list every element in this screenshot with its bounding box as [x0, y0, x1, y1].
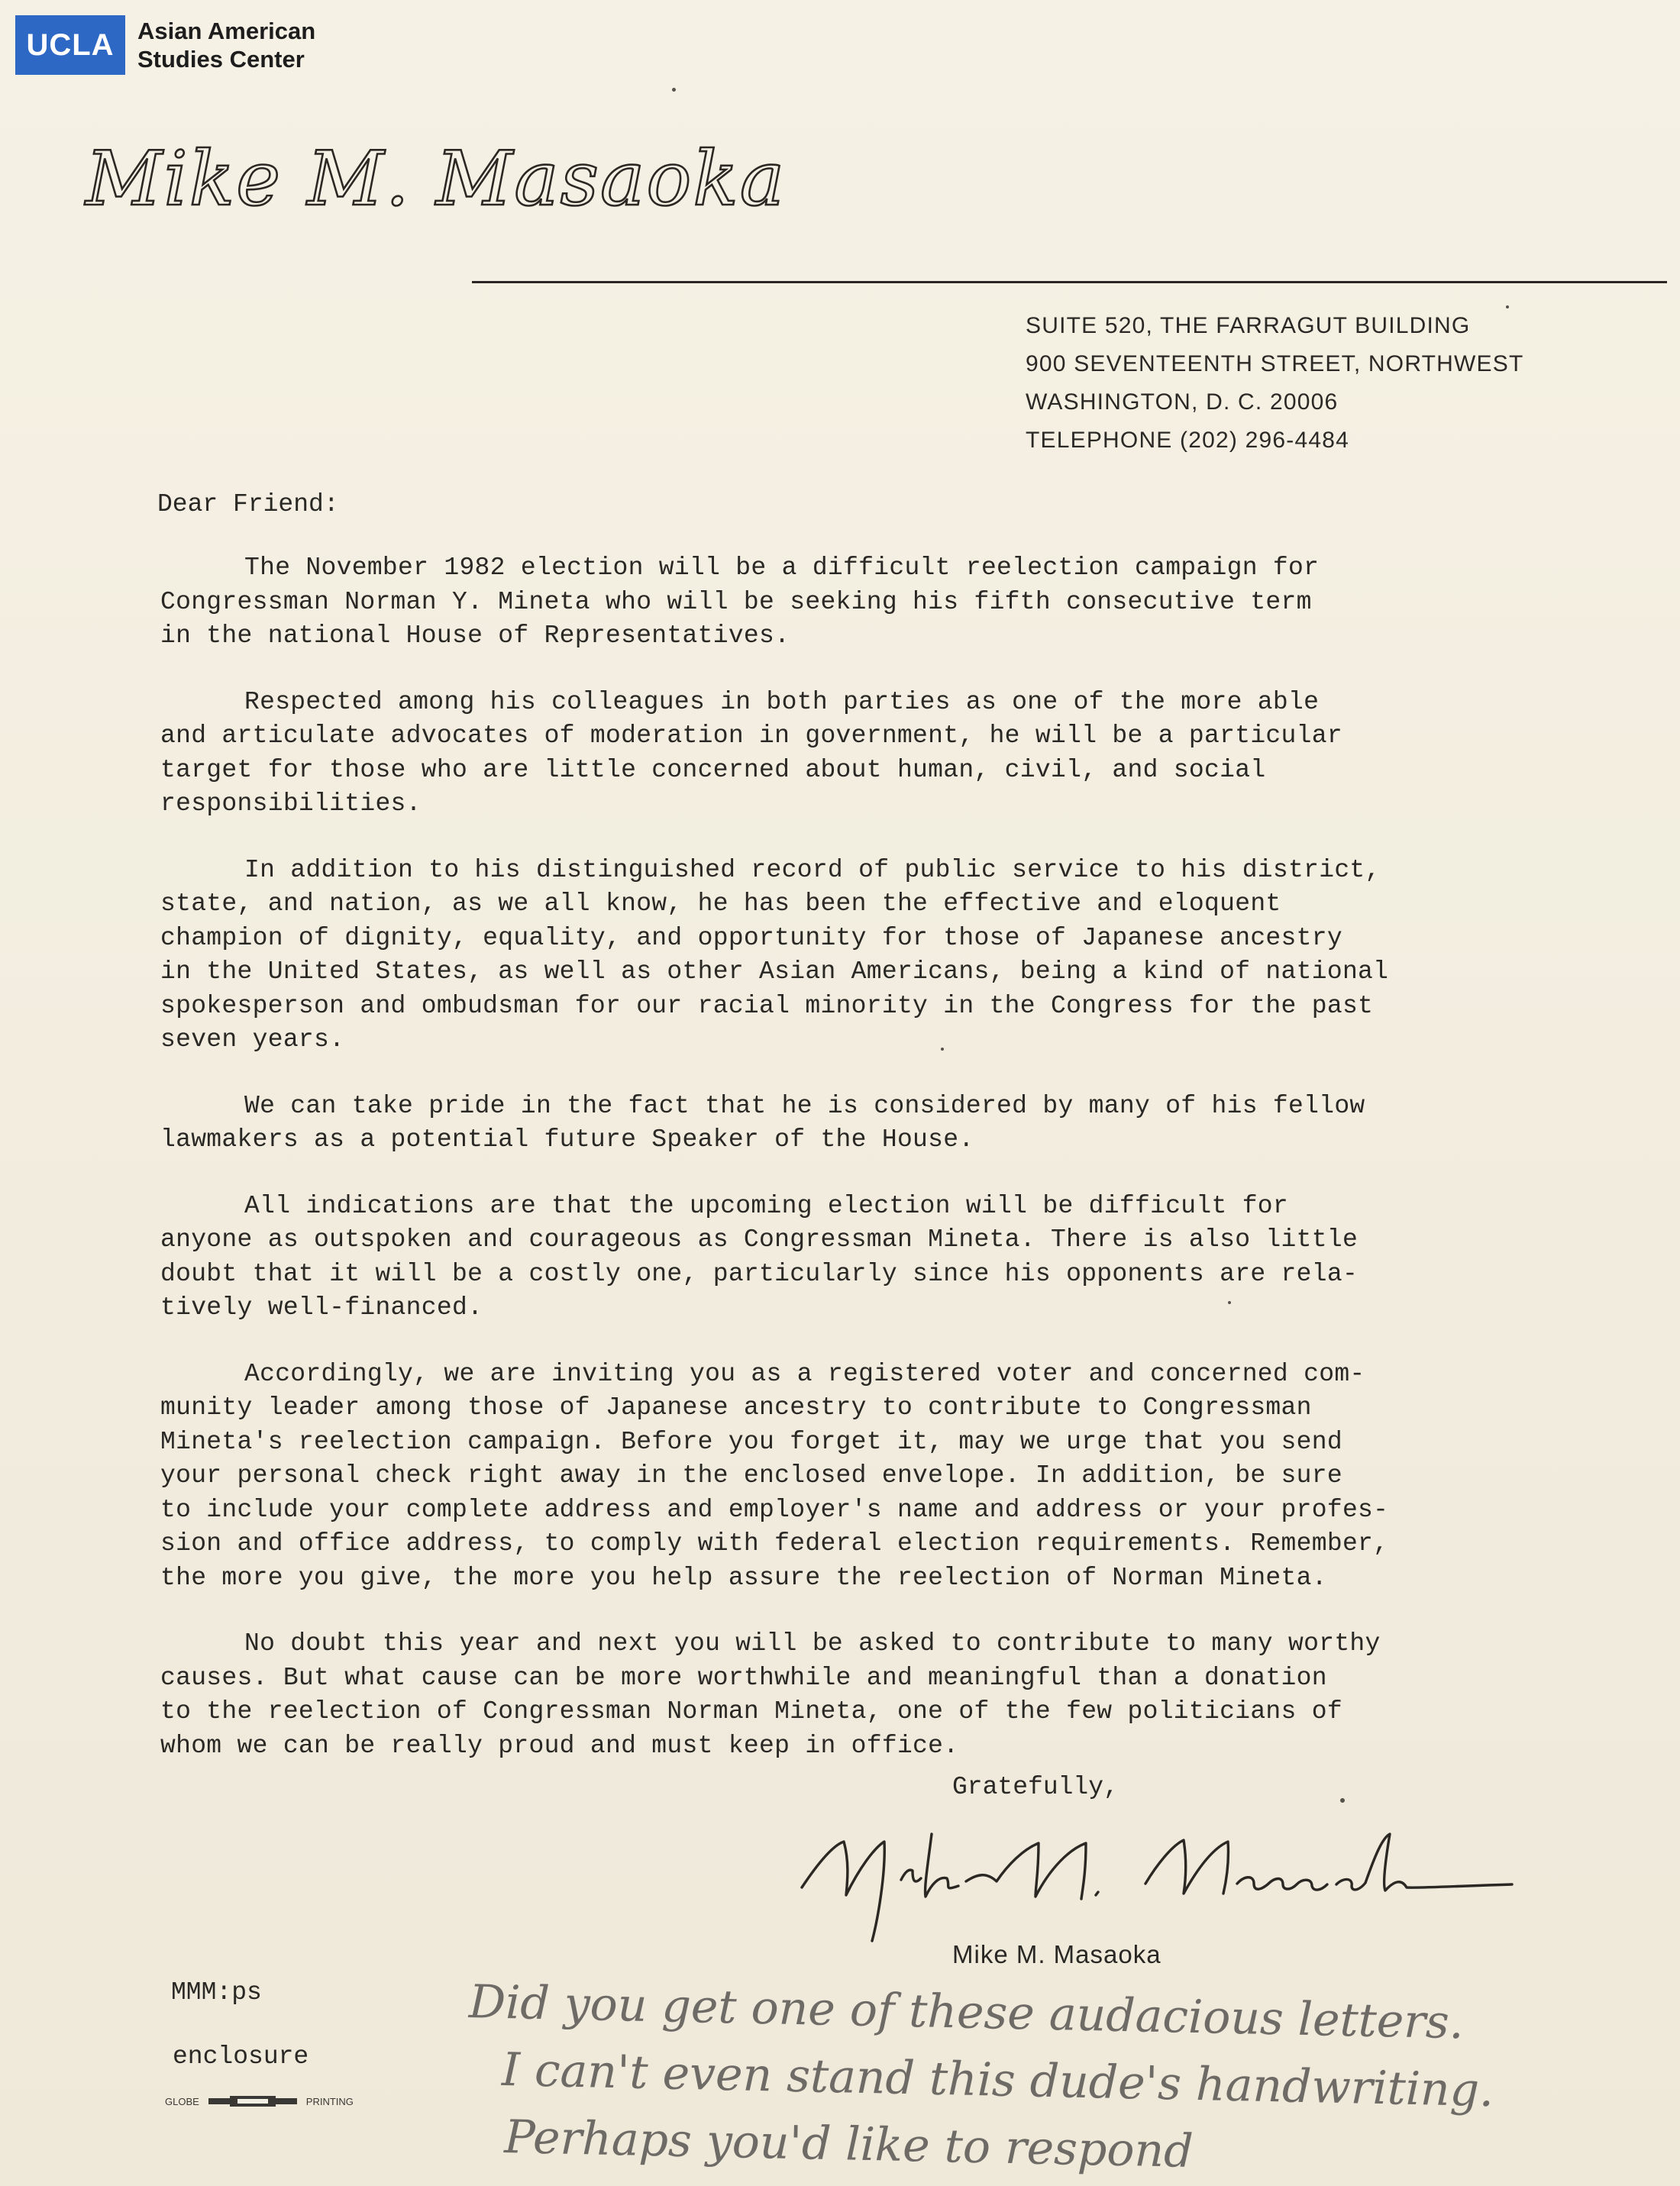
paper-speck — [1340, 1798, 1345, 1803]
aasc-label-line1: Asian American — [137, 18, 316, 44]
signer-name: Mike M. Masaoka — [952, 1940, 1161, 1968]
ucla-aasc-badge — [15, 15, 315, 75]
text-line: sion and office address, to comply with federal election requirements. Remember, — [160, 1529, 1389, 1558]
paper-speck — [941, 1048, 944, 1051]
text-line: in the United States, as well as other Asian Americans, being a kind of national — [160, 957, 1389, 986]
text-line: doubt that it will be a costly one, particularly since his opponents are rela- — [160, 1259, 1359, 1288]
reference-initials: MMM:ps — [171, 1978, 262, 2007]
paragraph — [160, 1190, 1581, 1325]
salutation: Dear Friend: — [157, 490, 339, 518]
text-line: munity leader among those of Japanese ancestry to contribute to Congressman — [160, 1393, 1312, 1422]
text-line: All indications are that the upcoming election will be difficult for — [244, 1191, 1289, 1220]
text-line: Accordingly, we are inviting you as a registered voter and concerned com- — [244, 1359, 1365, 1388]
paragraph — [160, 854, 1581, 1057]
paper-speck — [1228, 1301, 1231, 1304]
paragraph — [160, 686, 1581, 822]
union-bug-icon — [207, 2094, 299, 2108]
text-line: causes. But what cause can be more worthwhile and meaningful than a donation — [160, 1663, 1327, 1692]
text-line: spokesperson and ombudsman for our racial minority in the Congress for the past — [160, 991, 1374, 1020]
handwritten-signature-icon — [787, 1811, 1520, 1949]
text-line: champion of dignity, equality, and opportunity for those of Japanese ancestry — [160, 923, 1342, 952]
text-line: seven years. — [160, 1025, 345, 1054]
address-line: SUITE 520, THE FARRAGUT BUILDING — [1026, 313, 1471, 338]
printer-mark-left: GLOBE — [165, 2095, 199, 2107]
paragraph — [160, 1090, 1581, 1158]
address-line: 900 SEVENTEENTH STREET, NORTHWEST — [1026, 351, 1524, 376]
text-line: target for those who are little concerned about human, civil, and social — [160, 755, 1266, 784]
handwritten-note-line: I can't even stand this dude's handwriting. — [501, 2042, 1494, 2118]
letterhead-rule — [472, 281, 1667, 283]
text-line: Congressman Norman Y. Mineta who will be seeking his fifth consecutive term — [160, 587, 1312, 616]
text-line: the more you give, the more you help assure the reelection of Norman Mineta. — [160, 1563, 1327, 1592]
text-line: to the reelection of Congressman Norman Mineta, one of the few politicians of — [160, 1697, 1342, 1726]
paragraph — [160, 1627, 1581, 1763]
text-line: No doubt this year and next you will be asked to contribute to many worthy — [244, 1629, 1381, 1658]
text-line: In addition to his distinguished record of public service to his district, — [244, 855, 1381, 884]
text-line: to include your complete address and employer's name and address or your profes- — [160, 1495, 1389, 1524]
handwritten-note-line: Did you get one of these audacious letters. — [468, 1975, 1465, 2050]
aasc-label-line2: Studies Center — [137, 46, 305, 73]
text-line: whom we can be really proud and must keep in office. — [160, 1731, 959, 1760]
printer-mark-right: PRINTING — [305, 2095, 354, 2107]
paper-speck — [1506, 305, 1509, 308]
paper-speck — [672, 88, 676, 92]
text-line: state, and nation, as we all know, he has been the effective and eloquent — [160, 890, 1281, 918]
handwritten-note — [465, 1968, 1495, 2186]
text-line: tively well-financed. — [160, 1293, 483, 1322]
address-line: TELEPHONE (202) 296-4484 — [1026, 428, 1350, 453]
text-line: Respected among his colleagues in both parties as one of the more able — [244, 687, 1320, 716]
text-line: anyone as outspoken and courageous as Congressman Mineta. There is also little — [160, 1225, 1359, 1254]
text-line: lawmakers as a potential future Speaker of the House. — [160, 1125, 974, 1154]
ucla-logo: UCLA — [15, 15, 125, 75]
handwritten-note-line: Perhaps you'd like to respond — [503, 2110, 1194, 2178]
text-line: The November 1982 election will be a difficult reelection campaign for — [244, 554, 1320, 582]
text-line: Mineta's reelection campaign. Before you forget it, may we urge that you send — [160, 1427, 1342, 1456]
printer-mark — [165, 2094, 354, 2108]
text-line: and articulate advocates of moderation in government, he will be a particular — [160, 722, 1342, 750]
text-line: We can take pride in the fact that he is considered by many of his fellow — [244, 1091, 1365, 1120]
letter-body — [160, 551, 1581, 1795]
aasc-label — [137, 17, 315, 73]
text-line: your personal check right away in the enclosed envelope. In addition, be sure — [160, 1461, 1342, 1490]
paragraph — [160, 1358, 1581, 1596]
closing: Gratefully, — [952, 1773, 1119, 1801]
address-line: WASHINGTON, D. C. 20006 — [1026, 389, 1339, 415]
letterhead-address — [1026, 307, 1524, 460]
text-line: responsibilities. — [160, 789, 422, 818]
text-line: in the national House of Representatives. — [160, 622, 790, 650]
letterhead-name: Mike M. Masaoka — [86, 136, 787, 223]
enclosure-note: enclosure — [173, 2042, 309, 2071]
paragraph — [160, 551, 1581, 654]
